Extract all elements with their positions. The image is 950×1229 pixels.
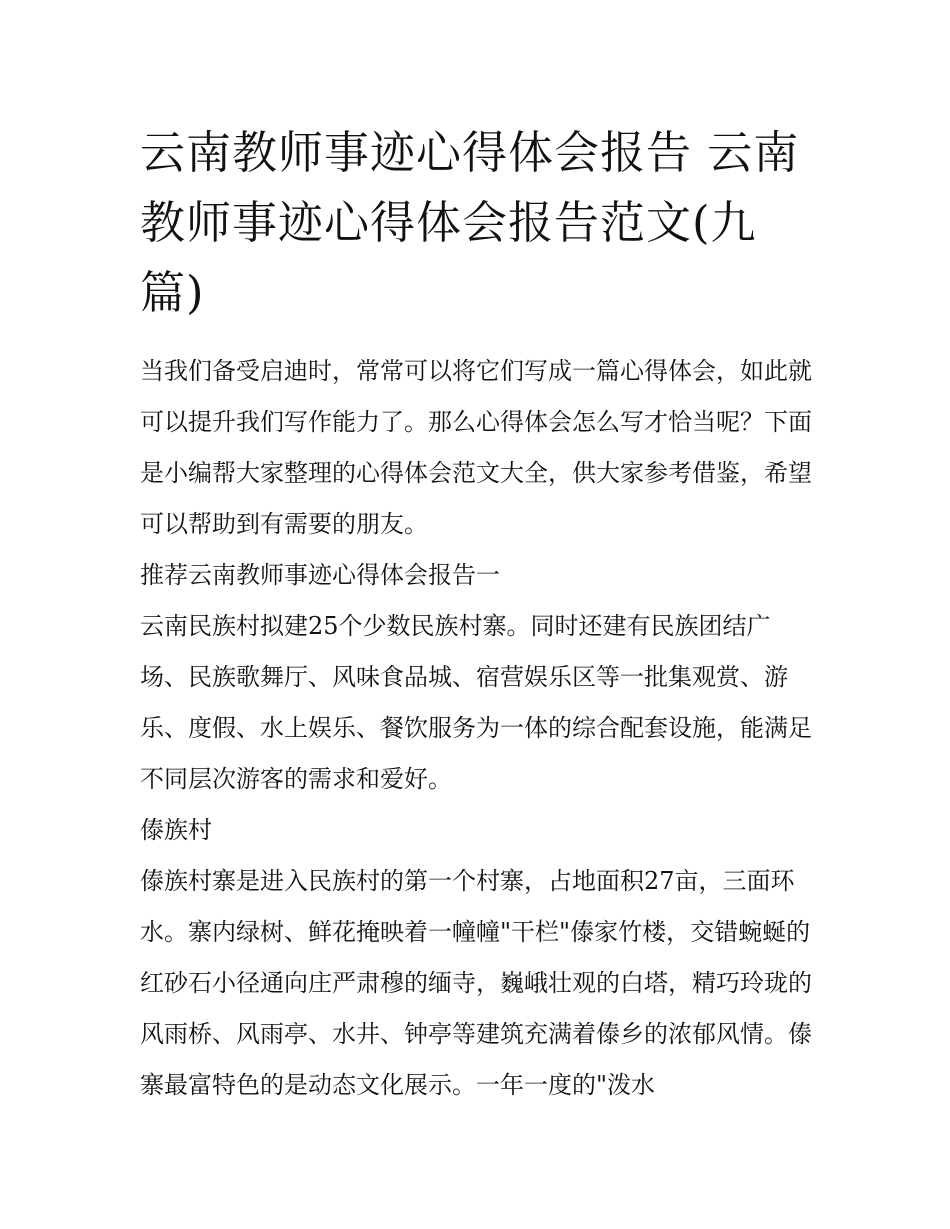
subheading-dai-village: 傣族村 [140, 816, 212, 844]
paragraph-minzu-village: 云南民族村拟建25个少数民族村寨。同时还建有民族团结广场、民族歌舞厅、风味食品城、宿营娱乐区等一批集观赏、游乐、度假、水上娱乐、餐饮服务为一体的综合配套设施，能满足不同层次游客的需求和爱好。 [140, 612, 812, 793]
intro-paragraph: 当我们备受启迪时，常常可以将它们写成一篇心得体会，如此就可以提升我们写作能力了。那么心得体会怎么写才恰当呢？下面是小编帮大家整理的心得体会范文大全，供大家参考借鉴，希望可以帮助到有需要的朋友。 [140, 357, 812, 538]
document-page [140, 118, 812, 1111]
document-title: 云南教师事迹心得体会报告 云南教师事迹心得体会报告范文(九篇) [140, 126, 800, 319]
section-heading: 推荐云南教师事迹心得体会报告一 [140, 561, 500, 589]
document-body [140, 346, 812, 1111]
paragraph-dai-village: 傣族村寨是进入民族村的第一个村寨，占地面积27亩，三面环水。寨内绿树、鲜花掩映着一幢幢"干栏"傣家竹楼，交错蜿蜒的红砂石小径通向庄严肃穆的缅寺，巍峨壮观的白塔，精巧玲珑的风雨桥、风雨亭、水井、钟亭等建筑充满着傣乡的浓郁风情。傣寨最富特色的是动态文化展示。一年一度的"泼水 [140, 867, 812, 1099]
